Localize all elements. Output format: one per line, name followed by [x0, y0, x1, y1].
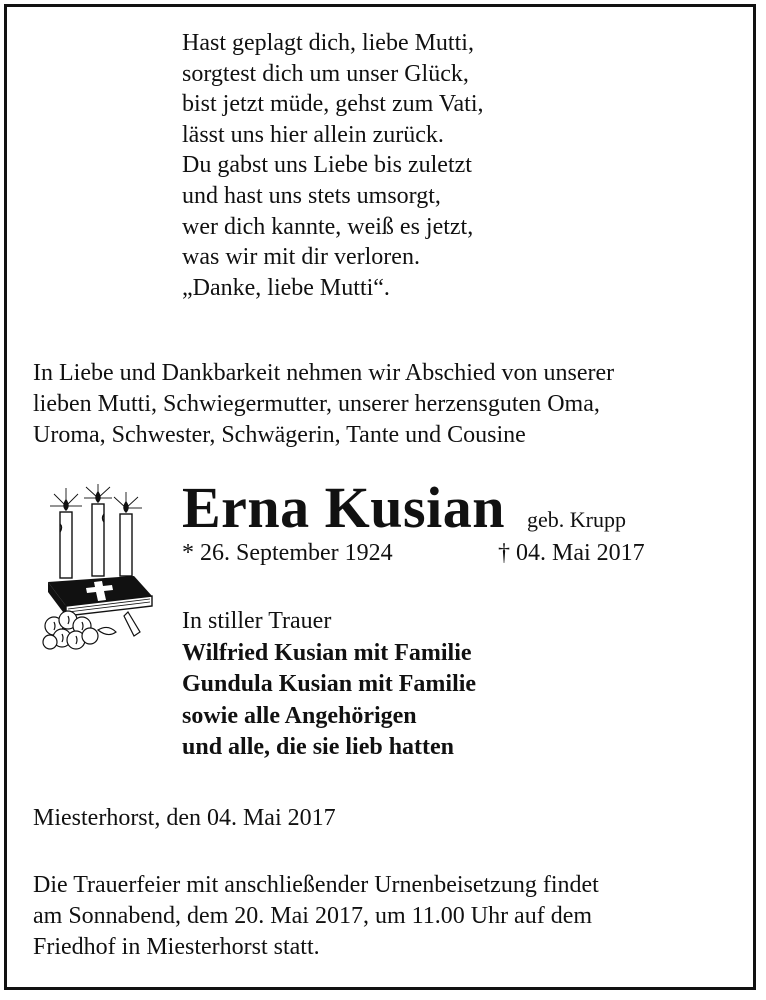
- funeral-info: [33, 870, 599, 963]
- poem-line: sorgtest dich um unser Glück,: [182, 60, 469, 87]
- poem-line: bist jetzt müde, gehst zum Vati,: [182, 91, 484, 118]
- bible-shape: [48, 576, 152, 616]
- flower-bouquet: [43, 611, 140, 649]
- mourner-name: und alle, die sie lieb hatten: [182, 734, 455, 760]
- intro-line: In Liebe und Dankbarkeit nehmen wir Abschied von unserer: [33, 360, 615, 386]
- intro-line: lieben Mutti, Schwiegermutter, unserer herzensguten Oma,: [33, 391, 600, 417]
- intro-line: Uroma, Schwester, Schwägerin, Tante und Cousine: [33, 422, 526, 448]
- poem-line: und hast uns stets umsorgt,: [182, 182, 441, 209]
- poem-line: wer dich kannte, weiß es jetzt,: [182, 213, 474, 240]
- poem-line: „Danke, liebe Mutti“.: [182, 274, 390, 301]
- mourner-name: sowie alle Angehörigen: [182, 702, 417, 729]
- deceased-name: Erna Kusian: [182, 475, 505, 540]
- place-and-date: Miesterhorst, den 04. Mai 2017: [33, 805, 336, 831]
- funeral-line: Friedhof in Miesterhorst statt.: [33, 934, 320, 960]
- mourning-heading: In stiller Trauer: [182, 608, 332, 634]
- mourner-name: Gundula Kusian mit Familie: [182, 671, 477, 697]
- maiden-name: geb. Krupp: [527, 507, 626, 532]
- poem-line: lässt uns hier allein zurück.: [182, 121, 444, 148]
- funeral-line: Die Trauerfeier mit anschließender Urnenbeisetzung findet: [33, 872, 599, 898]
- candles-bible-flowers-icon: [36, 484, 156, 654]
- deceased-name-line: [182, 474, 626, 541]
- birth-date: * 26. September 1924: [182, 540, 393, 566]
- poem-line: was wir mit dir verloren.: [182, 244, 420, 271]
- poem-line: Du gabst uns Liebe bis zuletzt: [182, 152, 472, 179]
- mourner-name: Wilfried Kusian mit Familie: [182, 639, 472, 666]
- death-date: † 04. Mai 2017: [498, 540, 645, 566]
- mourners-block: [182, 606, 476, 764]
- funeral-line: am Sonnabend, dem 20. Mai 2017, um 11.00 Uhr auf dem: [33, 903, 593, 929]
- memorial-poem: [182, 28, 484, 303]
- poem-line: Hast geplagt dich, liebe Mutti,: [182, 30, 474, 56]
- farewell-intro: [33, 358, 614, 451]
